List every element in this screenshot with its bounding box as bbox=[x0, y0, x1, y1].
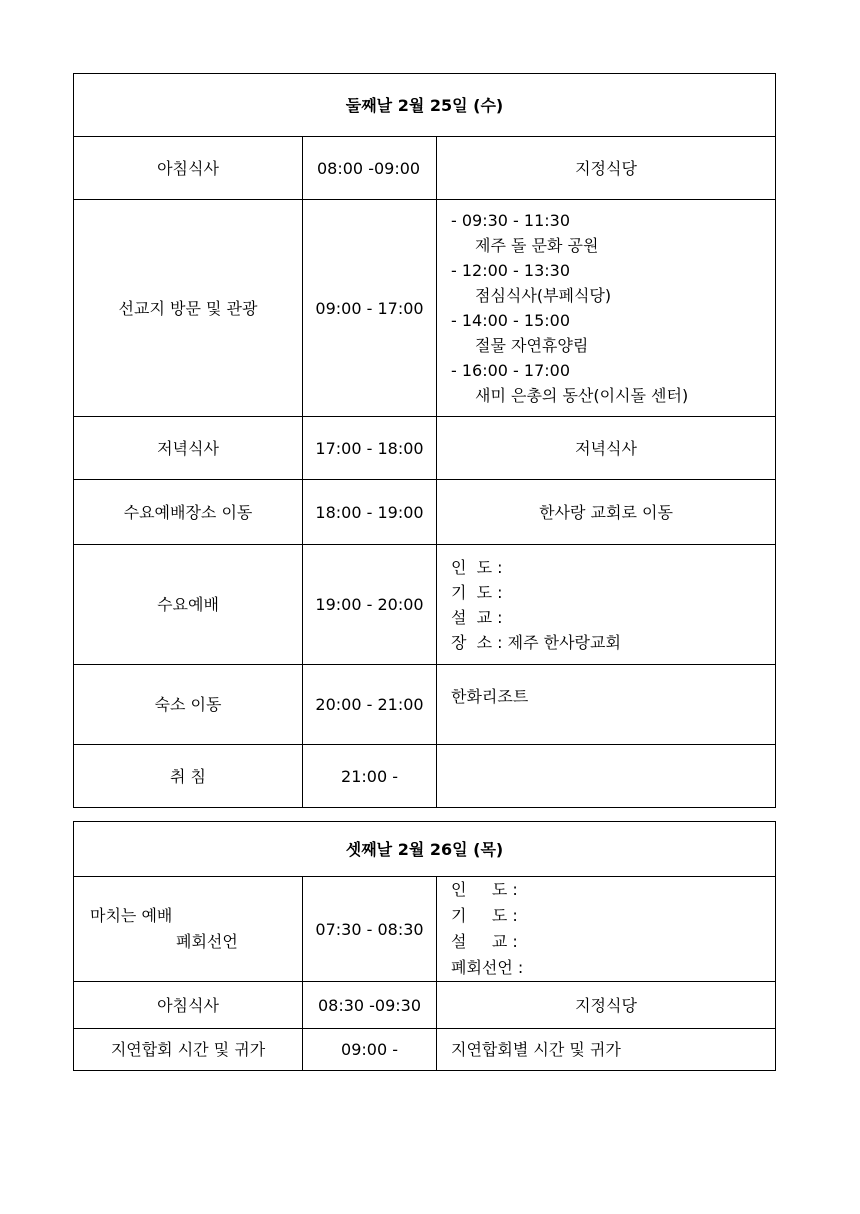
table-row bbox=[74, 982, 776, 1029]
prayer-line: 기 도 : bbox=[451, 582, 503, 602]
service-detail-cell bbox=[437, 877, 776, 982]
itinerary-place: 새미 은총의 동산(이시돌 센터) bbox=[475, 386, 689, 405]
itinerary-time: - 09:30 - 11:30 bbox=[451, 211, 571, 230]
sermon-line: 설 교 : bbox=[451, 607, 503, 627]
time-cell: 07:30 - 08:30 bbox=[303, 877, 437, 982]
itinerary-time: - 14:00 - 15:00 bbox=[451, 311, 571, 330]
activity-cell: 수요예배 bbox=[74, 545, 303, 665]
activity-cell: 아침식사 bbox=[74, 982, 303, 1029]
time-cell: 21:00 - bbox=[303, 745, 437, 808]
day2-schedule-table bbox=[73, 73, 776, 808]
table-row bbox=[74, 200, 776, 417]
activity-line: 폐회선언 bbox=[176, 932, 238, 951]
table-row bbox=[74, 1029, 776, 1071]
detail-cell: 한사랑 교회로 이동 bbox=[437, 480, 776, 545]
table-header-row bbox=[74, 74, 776, 137]
itinerary-time: - 16:00 - 17:00 bbox=[451, 361, 571, 380]
day3-schedule-table bbox=[73, 821, 776, 1071]
itinerary-time: - 12:00 - 13:30 bbox=[451, 261, 571, 280]
day2-title: 둘째날 2월 25일 (수) bbox=[74, 74, 776, 137]
time-cell: 09:00 - 17:00 bbox=[303, 200, 437, 417]
itinerary-place: 절물 자연휴양림 bbox=[475, 336, 589, 355]
activity-line: 마치는 예배 bbox=[90, 906, 173, 925]
time-cell: 08:00 -09:00 bbox=[303, 137, 437, 200]
activity-cell: 수요예배장소 이동 bbox=[74, 480, 303, 545]
prayer-line: 기 도 : bbox=[451, 906, 518, 925]
itinerary-detail-cell bbox=[437, 200, 776, 417]
closing-declaration-line: 폐회선언 : bbox=[451, 958, 524, 977]
time-cell: 19:00 - 20:00 bbox=[303, 545, 437, 665]
activity-cell: 저녁식사 bbox=[74, 417, 303, 480]
venue-line: 장 소 : 제주 한사랑교회 bbox=[451, 632, 621, 652]
table-row bbox=[74, 480, 776, 545]
time-cell: 08:30 -09:30 bbox=[303, 982, 437, 1029]
detail-cell bbox=[437, 745, 776, 808]
activity-cell: 취 침 bbox=[74, 745, 303, 808]
day3-title: 셋째날 2월 26일 (목) bbox=[74, 822, 776, 877]
table-row bbox=[74, 745, 776, 808]
sermon-line: 설 교 : bbox=[451, 932, 518, 951]
table-header-row bbox=[74, 822, 776, 877]
activity-cell: 아침식사 bbox=[74, 137, 303, 200]
time-cell: 17:00 - 18:00 bbox=[303, 417, 437, 480]
itinerary-place: 제주 돌 문화 공원 bbox=[475, 236, 599, 255]
officiant-line: 인 도 : bbox=[451, 880, 518, 899]
service-detail-cell bbox=[437, 545, 776, 665]
table-row bbox=[74, 417, 776, 480]
table-row bbox=[74, 877, 776, 982]
detail-cell: 지정식당 bbox=[437, 982, 776, 1029]
table-row bbox=[74, 137, 776, 200]
table-row bbox=[74, 545, 776, 665]
detail-cell: 한화리조트 bbox=[437, 665, 776, 745]
activity-cell: 선교지 방문 및 관광 bbox=[74, 200, 303, 417]
activity-cell bbox=[74, 877, 303, 982]
time-cell: 09:00 - bbox=[303, 1029, 437, 1071]
officiant-line: 인 도 : bbox=[451, 557, 503, 577]
detail-cell: 지정식당 bbox=[437, 137, 776, 200]
itinerary-place: 점심식사(부페식당) bbox=[475, 286, 612, 305]
detail-cell: 지연합회별 시간 및 귀가 bbox=[437, 1029, 776, 1071]
time-cell: 20:00 - 21:00 bbox=[303, 665, 437, 745]
activity-cell: 지연합회 시간 및 귀가 bbox=[74, 1029, 303, 1071]
time-cell: 18:00 - 19:00 bbox=[303, 480, 437, 545]
table-row bbox=[74, 665, 776, 745]
activity-cell: 숙소 이동 bbox=[74, 665, 303, 745]
detail-cell: 저녁식사 bbox=[437, 417, 776, 480]
